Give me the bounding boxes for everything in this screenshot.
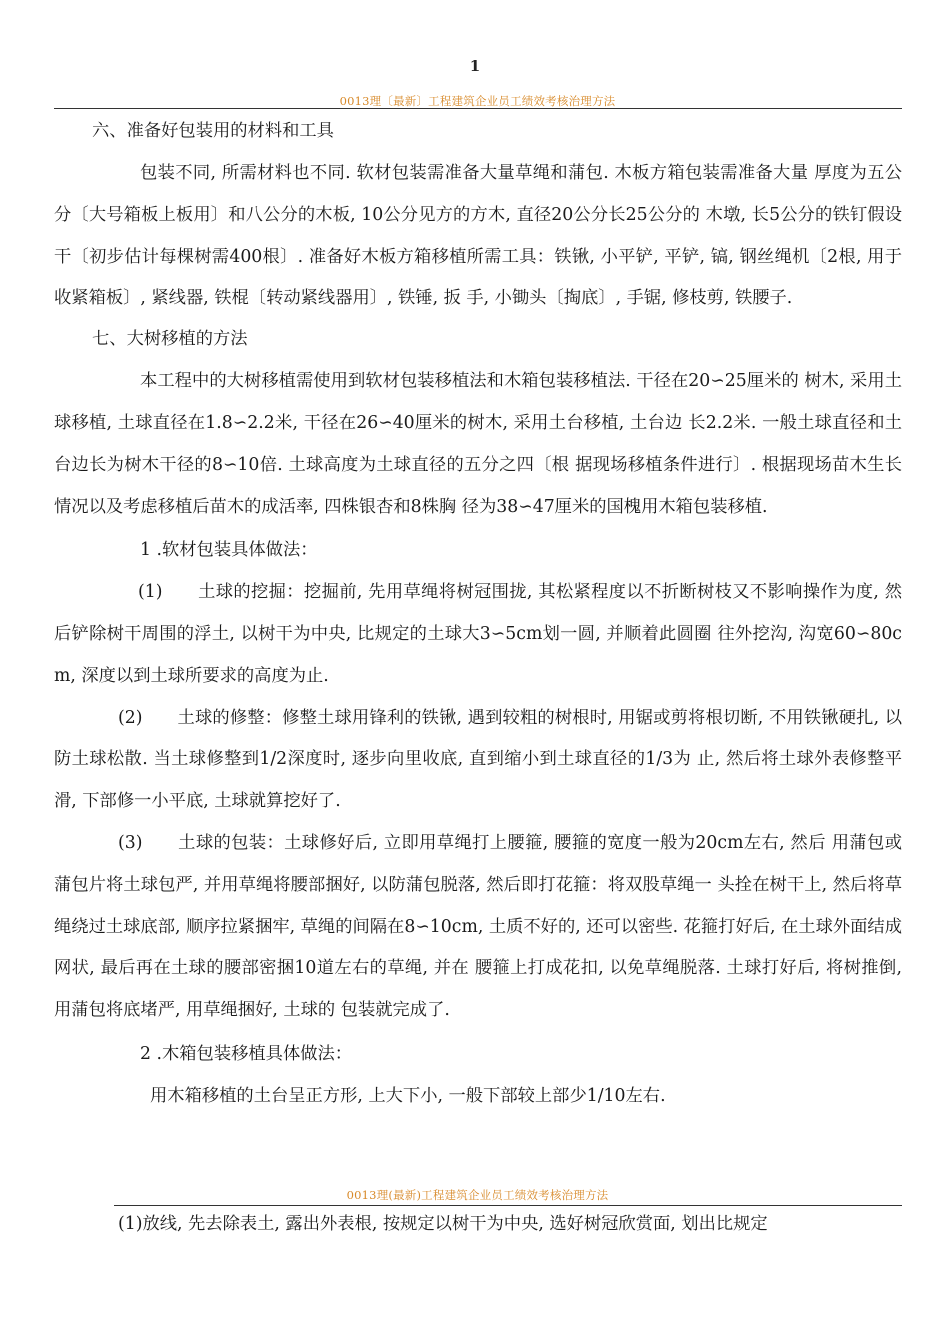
page-number: 1 (469, 57, 481, 75)
subsection-2-paragraph: 用木箱移植的土台呈正方形, 上大下小, 一般下部较上部少1/10左右. (150, 1085, 666, 1106)
footer-divider (114, 1205, 902, 1206)
subsection-2-heading: 2 .木箱包装移植具体做法： (140, 1043, 353, 1064)
document-body (54, 114, 902, 1118)
section-7-heading: 七、大树移植的方法 (92, 329, 248, 350)
page-header-title: 0013理〔最新〕工程建筑企业员工绩效考核治理方法 (339, 94, 616, 108)
section-7-paragraph: 本工程中的大树移植需使用到软材包装移植法和木箱包装移植法. 干径在20∽25厘米的 树木, 采用土球移植, 土球直径在1.8∽2.2米, 干径在26∽40厘米的树木, 采用土台移植, 土台边 长2.2米. 一般土球直径和土台边长为树木干径的8∽10倍. 土球高度为土球直径的五分之四〔根 据现场移植条件进行〕. 根据现场苗木生长情况以及考虑移植后苗木的成活率, 四株银杏和8株胸 径为38∽47厘米的国槐用木箱包装移植. (54, 371, 902, 517)
subsection-1-heading: 1 .软材包装具体做法： (140, 540, 318, 561)
section-6-paragraph: 包装不同, 所需材料也不同. 软材包装需准备大量草绳和蒲包. 木板方箱包装需准备大量 厚度为五公分〔大号箱板上板用〕和八公分的木板, 10公分见方的方木, 直径20公分长25公分的 木墩, 长5公分的铁钉假设干〔初步估计每棵树需400根〕. 准备好木板方箱移植所需工具：铁锹, 小平铲, 平铲, 镐, 钢丝绳机〔2根, 用于收紧箱板〕, 紧线器, 铁棍〔转动紧线器用〕, 铁锤, 扳 手, 小锄头〔掏底〕, 手锯, 修枝剪, 铁腰子. (54, 163, 902, 309)
header-divider (54, 108, 902, 109)
list-item-1: (1) 土球的挖掘：挖掘前, 先用草绳将树冠围拢, 其松紧程度以不折断树枝又不影响操作为度, 然后铲除树干周围的浮土, 以树干为中央, 比规定的土球大3∽5cm划一圆, 并顺着此圆圈 往外挖沟, 沟宽60∽80cm, 深度以到土球所要求的高度为止. (54, 582, 902, 686)
list-item-3: (3) 土球的包装：土球修好后, 立即用草绳打上腰箍, 腰箍的宽度一般为20cm左右, 然后 用蒲包或蒲包片将土球包严, 并用草绳将腰部捆好, 以防蒲包脱落, 然后即打花箍：将双股草绳一 头拴在树干上, 然后将草绳绕过土球底部, 顺序拉紧捆牢, 草绳的间隔在8∽10cm, 土质不好的, 还可以密些. 花箍打好后, 在土球外面结成网状, 最后再在土球的腰部密捆10道左右的草绳, 并在 腰箍上打成花扣, 以免草绳脱落. 土球打好后, 将树推倒, 用蒲包将底堵严, 用草绳捆好, 土球的 包装就完成了. (54, 832, 902, 1021)
next-page-text: (1)放线, 先去除表土, 露出外表根, 按规定以树干为中央, 选好树冠欣赏面, 划出比规定 (118, 1214, 768, 1234)
list-item-2: (2) 土球的修整：修整土球用锋利的铁锹, 遇到较粗的树根时, 用锯或剪将根切断, 不用铁锹硬扎, 以防土球松散. 当土球修整到1/2深度时, 逐步向里收底, 直到缩小到土球直径的1/3为 止, 然后将土球外表修整平滑, 下部修一小平底, 土球就算挖好了. (54, 707, 902, 812)
page-footer-title: 0013理(最新)工程建筑企业员工绩效考核治理方法 (346, 1188, 609, 1202)
section-6-heading: 六、准备好包装用的材料和工具 (92, 121, 334, 141)
